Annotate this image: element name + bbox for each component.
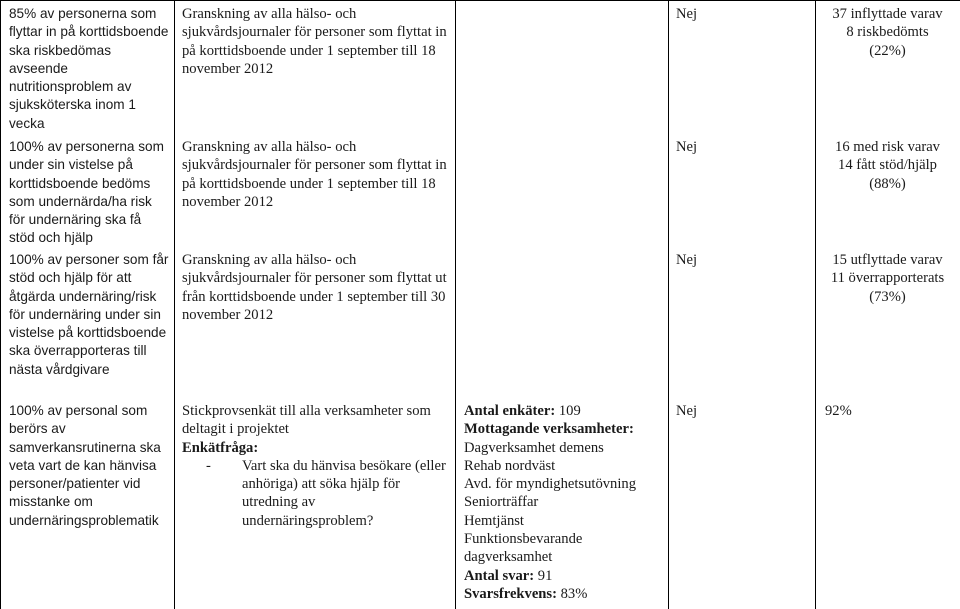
result-line: 11 överrapporterats bbox=[830, 270, 945, 287]
result-line: (73%) bbox=[869, 288, 906, 305]
table-cell-method bbox=[182, 402, 450, 530]
table-cell-method: Granskning av alla hälso- och sjukvårdsjournaler för personer som flyttat in på korttidsboende under 1 september till 18 november 2012 bbox=[182, 139, 447, 210]
survey-rate bbox=[464, 585, 664, 603]
recipient-item: Avd. för myndighetsutövning bbox=[464, 476, 637, 493]
result-line: (88%) bbox=[869, 175, 906, 192]
recipient-item: Rehab nordväst bbox=[464, 457, 556, 474]
table-cell-method: Granskning av alla hälso- och sjukvårdsjournaler för personer som flyttat in på korttidsboende under 1 september till 18 november 2012 bbox=[182, 6, 447, 77]
survey-rate-label: Svarsfrekvens: bbox=[464, 585, 557, 602]
table-cell-survey bbox=[464, 402, 664, 603]
table-cell-deviation: Nej bbox=[676, 139, 698, 155]
survey-question-text: Vart ska du hänvisa besökare (eller anhöriga) att söka hjälp för utredning av undernäringsproblem? bbox=[242, 457, 446, 529]
table-border-left bbox=[0, 0, 1, 609]
survey-sent-value: 109 bbox=[558, 403, 581, 419]
result-line: 37 inflyttade varav bbox=[832, 6, 943, 22]
recipient-item: Funktionsbevarande dagverksamhet bbox=[464, 531, 583, 566]
result-line: (22%) bbox=[869, 42, 906, 59]
result-line: 16 med risk varav bbox=[835, 139, 940, 155]
table-cell-result bbox=[815, 5, 960, 60]
column-divider bbox=[174, 0, 175, 609]
recipient-item: Seniorträffar bbox=[464, 494, 539, 511]
survey-question-label: Enkätfråga: bbox=[182, 439, 259, 456]
table-border-top bbox=[0, 0, 960, 1]
table-cell-goal: 100% av personer som får stöd och hjälp för att åtgärda undernäring/risk för undernäring under sin vistelse på korttidsboende ska överrapporteras till nästa vårdgivare bbox=[9, 252, 169, 377]
table-cell-result bbox=[815, 138, 960, 193]
survey-answers-label: Antal svar: bbox=[464, 567, 535, 584]
result-line: 15 utflyttade varav bbox=[832, 252, 943, 268]
recipient-item: Dagverksamhet demens bbox=[464, 439, 604, 456]
table-cell-result bbox=[815, 251, 960, 306]
table-cell-goal: 85% av personerna som flyttar in på korttidsboende ska riskbedömas avseende nutritionsproblem av sjuksköterska inom 1 vecka bbox=[9, 6, 169, 131]
survey-question bbox=[182, 457, 450, 530]
recipient-item: Hemtjänst bbox=[464, 512, 524, 529]
column-divider bbox=[455, 0, 456, 609]
table-cell-goal: 100% av personal som berörs av samverkansrutinerna ska veta vart de kan hänvisa personer/patienter vid misstanke om undernäringsproblematik bbox=[9, 403, 161, 528]
table-cell-deviation: Nej bbox=[676, 403, 698, 419]
table-cell-result: 92% bbox=[825, 403, 852, 419]
table-cell-method: Granskning av alla hälso- och sjukvårdsjournaler för personer som flyttat ut från korttidsboende under 1 september till 30 november 2012 bbox=[182, 252, 447, 323]
result-line: 14 fått stöd/hjälp bbox=[838, 157, 937, 174]
survey-rate-value: 83% bbox=[560, 585, 588, 602]
table-cell-goal: 100% av personerna som under sin vistelse på korttidsboende bedöms som undernärda/ha risk för undernäring ska få stöd och hjälp bbox=[9, 139, 164, 246]
table-cell-deviation: Nej bbox=[676, 252, 698, 268]
survey-sent bbox=[464, 402, 664, 420]
survey-answers bbox=[464, 567, 664, 585]
result-line: 8 riskbedömts bbox=[846, 24, 929, 41]
table-cell-deviation: Nej bbox=[676, 6, 698, 22]
recipients-label: Mottagande verksamheter: bbox=[464, 421, 634, 438]
survey-answers-value: 91 bbox=[537, 567, 553, 584]
bullet-dash: - bbox=[206, 457, 211, 474]
survey-sent-label: Antal enkäter: bbox=[464, 403, 556, 419]
column-divider bbox=[668, 0, 669, 609]
method-intro: Stickprovsenkät till alla verksamheter som deltagit i projektet bbox=[182, 403, 431, 438]
